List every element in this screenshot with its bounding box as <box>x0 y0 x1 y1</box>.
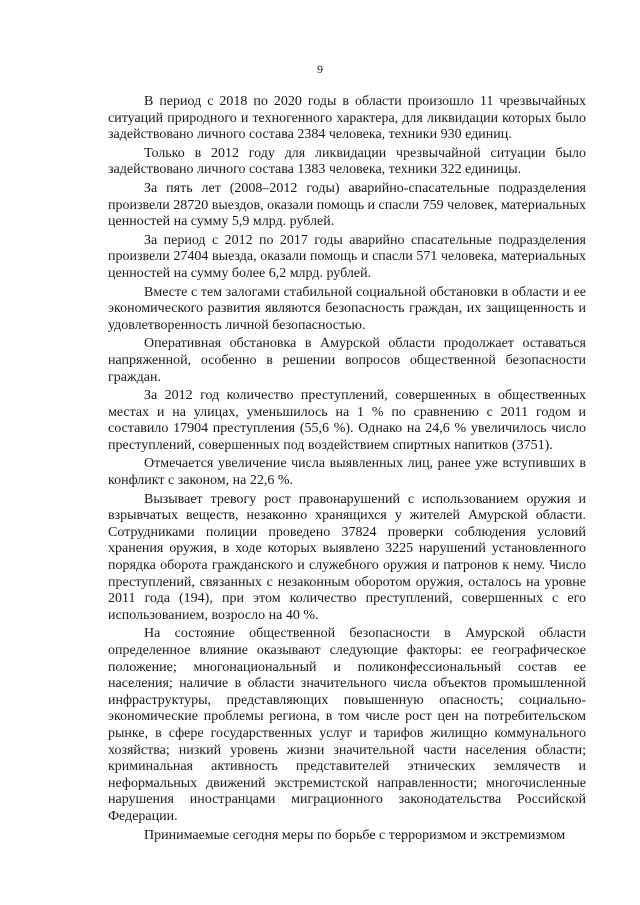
paragraph-security-factors: На состояние общественной безопасности в Амурской области определенное влияние оказывают следующие факторы: ее географическое положение; многонациональный и поликонфессиональный состав ее населения; наличие в области значительного числа объектов промышленной инфраструктуры, представляющих повышенную опасность; социально-экономические проблемы региона, в том числе рост цен на потребительском рынке, в сфере государственных услуг и тарифов жилищно коммунального хозяйства; низкий уровень жизни значительной части населения области; криминальная активность представителей этнических землячеств и неформальных движений экстремистской направленности; многочисленные нарушения иностранцами миграционного законодательства Российской Федерации. <box>108 626 586 824</box>
page-number: 9 <box>317 62 323 76</box>
paragraph-operational-situation: Оперативная обстановка в Амурской области продолжает оставаться напряженной, особенно в решении вопросов общественной безопасности граждан. <box>108 336 586 385</box>
paragraph-counter-terrorism: Принимаемые сегодня меры по борьбе с терроризмом и экстремизмом <box>144 827 566 843</box>
paragraph-rescue-2012-2017: За период с 2012 по 2017 годы аварийно спасательные подразделения произвели 27404 выезда, оказали помощь и спасли 571 человека, материальных ценностей на сумму более 6,2 млрд. рублей. <box>108 232 586 281</box>
paragraph-weapons-offenses: Вызывает тревогу рост правонарушений с использованием оружия и взрывчатых веществ, незаконно хранящихся у жителей Амурской области. Сотрудниками полиции проведено 37824 проверки соблюдения условий хранения оружия, в ходе которых выявлено 3225 нарушений установленного порядка оборота гражданского и служебного оружия и патронов к нему. Число преступлений, связанных с незаконным оборотом оружия, осталось на уровне 2011 года (194), при этом количество преступлений, совершенных с его использованием, возросло на 40 %. <box>108 491 586 623</box>
paragraph-repeat-offenders: Отмечается увеличение числа выявленных лиц, ранее уже вступивших в конфликт с законом, на 22,6 %. <box>108 456 586 489</box>
paragraph-social-stability: Вместе с тем залогами стабильной социальной обстановки в области и ее экономического развития являются безопасность граждан, их защищенность и удовлетворенность личной безопасностью. <box>108 284 586 333</box>
paragraph-rescue-2008-2012: За пять лет (2008–2012 годы) аварийно-спасательные подразделения произвели 28720 выездов, оказали помощь и спасли 759 человек, материальных ценностей на сумму 5,9 млрд. рублей. <box>108 180 586 230</box>
paragraph-emergencies-2018-2020: В период с 2018 по 2020 годы в области произошло 11 чрезвычайных ситуаций природного и техногенного характера, для ликвидации которых было задействовано личного состава 2384 человека, техники 930 единиц. <box>108 94 586 143</box>
paragraph-crimes-2012: За 2012 год количество преступлений, совершенных в общественных местах и на улицах, уменьшилось на 1 % по сравнению с 2011 годом и составило 17904 преступления (55,6 %). Однако на 24,6 % увеличилось число преступлений, совершенных под воздействием спиртных напитков (3751). <box>108 388 586 453</box>
paragraph-emergency-2012: Только в 2012 году для ликвидации чрезвычайной ситуации было задействовано личного состава 1383 человека, техники 322 единицы. <box>108 145 586 178</box>
document-body <box>108 94 586 846</box>
